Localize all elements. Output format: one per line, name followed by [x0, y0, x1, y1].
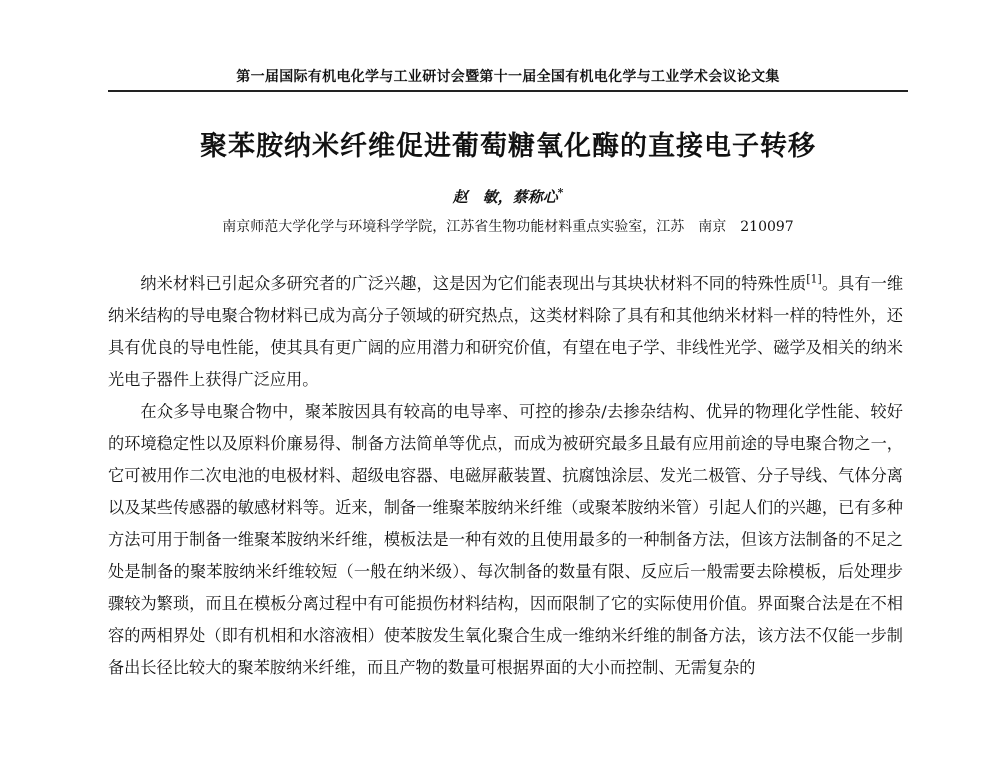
- author-names: 赵 敏，蔡称心: [452, 188, 558, 206]
- corresponding-author-mark: *: [557, 186, 564, 199]
- paragraph-1-part-b: 。具有一维纳米结构的导电聚合物材料已成为高分子领域的研究热点，这类材料除了具有和其他纳米材料一样的特性外，还具有优良的导电性能，使其具有更广阔的应用潜力和研究价值，有望在电子学、非线性光学、磁学及相关的纳米光电子器件上获得广泛应用。: [108, 274, 904, 389]
- paragraph-1: [108, 268, 903, 396]
- paragraph-1-part-a: 纳米材料已引起众多研究者的广泛兴趣，这是因为它们能表现出与其块状材料不同的特殊性质: [140, 274, 807, 293]
- affiliation: 南京师范大学化学与环境科学学院，江苏省生物功能材料重点实验室，江苏 南京 210097: [222, 219, 794, 235]
- citation-ref: [1]: [806, 272, 822, 286]
- running-header: 第一届国际有机电化学与工业研讨会暨第十一届全国有机电化学与工业学术会议论文集: [236, 69, 780, 85]
- paper-title: 聚苯胺纳米纤维促进葡萄糖氧化酶的直接电子转移: [200, 131, 816, 162]
- authors: [108, 186, 908, 207]
- body-text: [108, 268, 903, 684]
- header-rule: [108, 90, 908, 92]
- paragraph-2: 在众多导电聚合物中，聚苯胺因具有较高的电导率、可控的掺杂/去掺杂结构、优异的物理化学性能、较好的环境稳定性以及原料价廉易得、制备方法简单等优点，而成为被研究最多且最有应用前途的导电聚合物之一，它可被用作二次电池的电极材料、超级电容器、电磁屏蔽装置、抗腐蚀涂层、发光二极管、分子导线、气体分离以及某些传感器的敏感材料等。近来，制备一维聚苯胺纳米纤维（或聚苯胺纳米管）引起人们的兴趣，已有多种方法可用于制备一维聚苯胺纳米纤维，模板法是一种有效的且使用最多的一种制备方法，但该方法制备的不足之处是制备的聚苯胺纳米纤维较短（一般在纳米级）、每次制备的数量有限、反应后一般需要去除模板，后处理步骤较为繁琐，而且在模板分离过程中有可能损伤材料结构，因而限制了它的实际使用价值。界面聚合法是在不相容的两相界处（即有机相和水溶液相）使苯胺发生氧化聚合生成一维纳米纤维的制备方法，该方法不仅能一步制备出长径比较大的聚苯胺纳米纤维，而且产物的数量可根据界面的大小而控制、无需复杂的: [108, 402, 903, 677]
